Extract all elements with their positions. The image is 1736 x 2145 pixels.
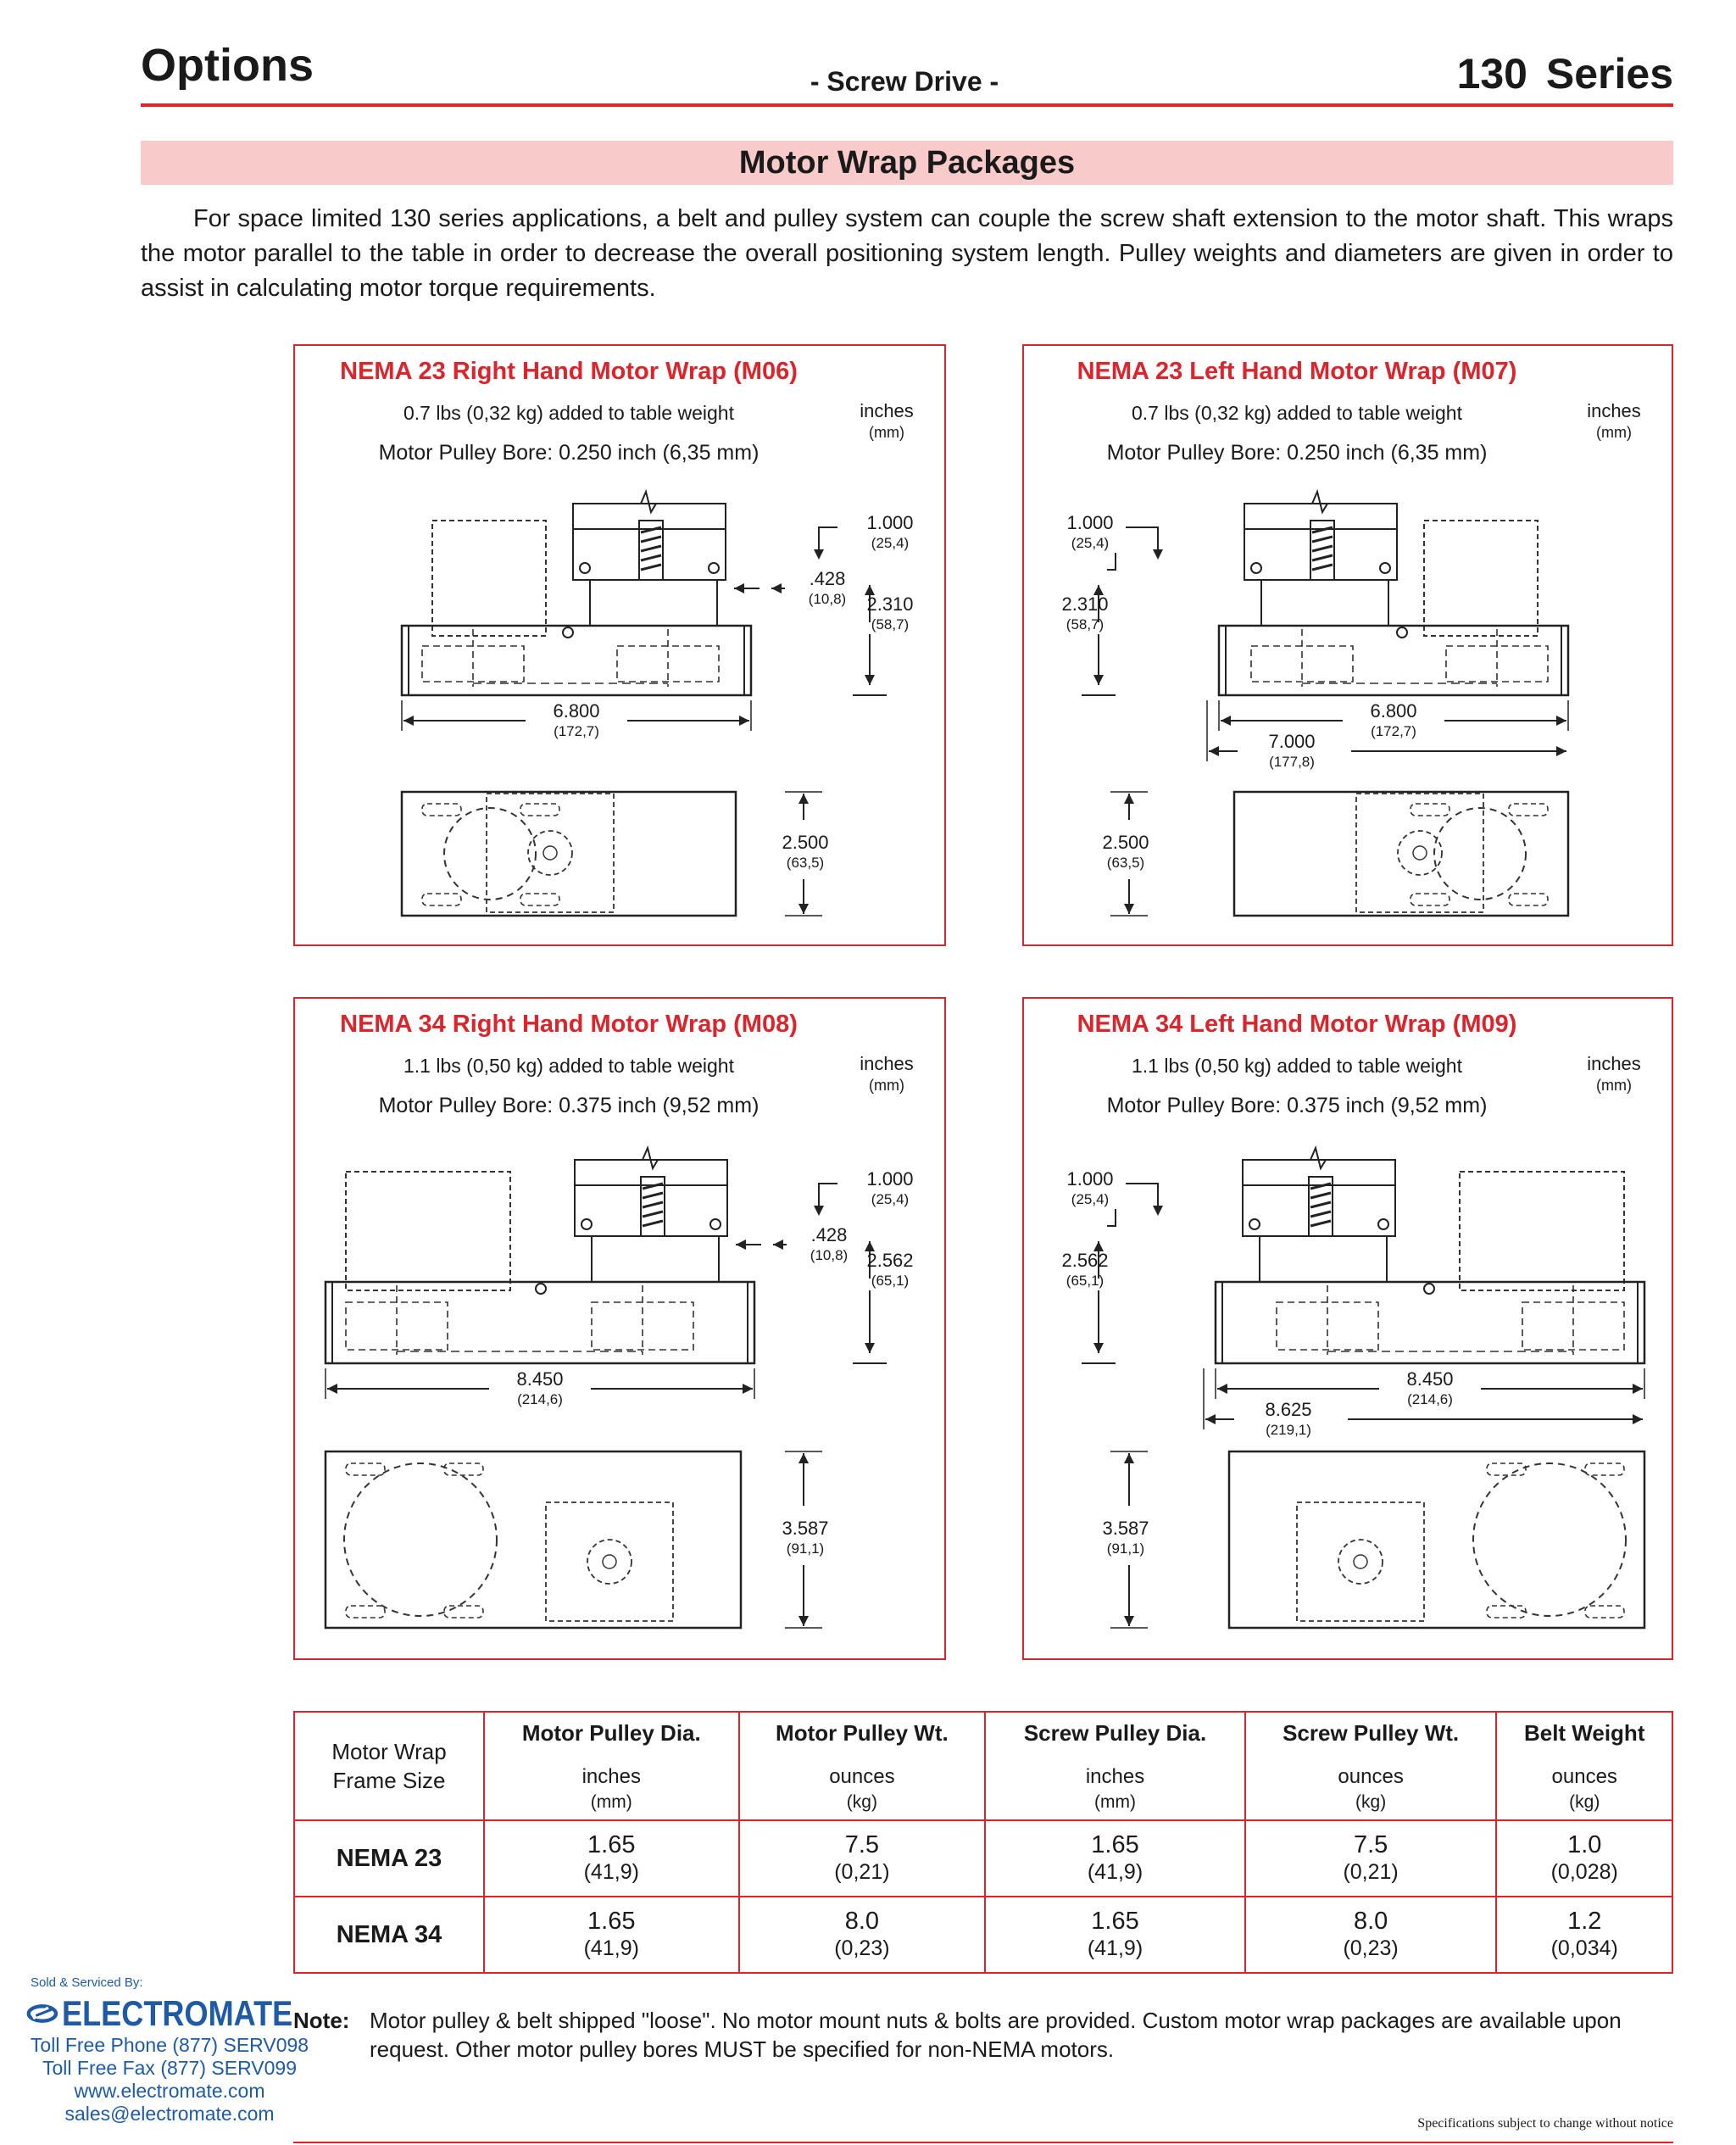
dim-428-label-value: .428 — [809, 568, 846, 589]
dim-1000-label — [1066, 512, 1113, 551]
dim-428-label — [810, 1224, 848, 1263]
dim-length-label-metric: (172,7) — [1371, 723, 1416, 739]
panel-weight: 1.1 lbs (0,50 kg) added to table weight — [403, 1055, 734, 1077]
dim-width-label-value: 2.500 — [1102, 832, 1149, 853]
note-text: Motor pulley & belt shipped "loose". No motor mount nuts & bolts are provided. Custom motor wrap packages are available upon request. Other motor pulley bores MUST be specified for non-NEMA motors. — [370, 2008, 1622, 2062]
units-mm: (mm) — [1596, 424, 1632, 441]
dim-width-label — [782, 832, 828, 871]
dim-height-label — [1061, 1250, 1108, 1289]
panel-weight: 1.1 lbs (0,50 kg) added to table weight — [1132, 1055, 1462, 1077]
frame-size-header — [294, 1712, 484, 1820]
units-inches: inches — [1587, 1053, 1641, 1074]
cell-value: 8.0 — [844, 1908, 880, 1935]
table-cell — [985, 1897, 1245, 1973]
dim-height-label — [866, 1250, 913, 1289]
dim-length-label — [1406, 1368, 1453, 1407]
panel-bore: Motor Pulley Bore: 0.250 inch (6,35 mm) — [378, 441, 760, 465]
dim-height-label — [866, 593, 913, 632]
dim-overall-label — [1268, 731, 1315, 770]
cell-metric: (0,034) — [1550, 1936, 1618, 1960]
cell-metric: (0,23) — [834, 1936, 890, 1960]
dim-1000-label-value: 1.000 — [1066, 512, 1114, 533]
dim-height-label-value: 2.562 — [866, 1250, 914, 1271]
motor-wrap-panel — [1022, 997, 1673, 1660]
header-rule — [141, 103, 1673, 107]
dim-height-label — [1061, 593, 1108, 632]
table-row — [294, 1820, 1672, 1897]
dim-height-label-metric: (65,1) — [1066, 1273, 1104, 1289]
footer-disclaimer: Specifications subject to change without notice — [1417, 2116, 1673, 2131]
dim-428-label-metric: (10,8) — [808, 591, 847, 607]
electromate-swoosh-icon — [25, 1995, 62, 2032]
series-title: 130 Series — [1456, 50, 1673, 98]
technical-drawing — [1024, 346, 1675, 948]
units-inches: inches — [860, 1053, 914, 1074]
dim-width-label-value: 3.587 — [782, 1518, 829, 1539]
motor-wrap-panel — [293, 997, 946, 1660]
column-header: Screw Pulley Wt. ounces (kg) — [1245, 1712, 1497, 1820]
table-cell — [484, 1897, 739, 1973]
footer-rule — [293, 2142, 1673, 2143]
dim-height-label-metric: (65,1) — [871, 1273, 910, 1289]
panel-title: NEMA 23 Left Hand Motor Wrap (M07) — [1077, 358, 1517, 385]
intro-text: For space limited 130 series applications, a belt and pulley system can couple the screw shaft extension to the motor shaft. This wraps the motor parallel to the table in order to decrease the overall positioning system length. Pulley weights and diameters are given in order to assist in calculating motor torque requirements. — [141, 205, 1673, 302]
cell-value: 8.0 — [1353, 1908, 1388, 1935]
units-inches: inches — [860, 400, 914, 421]
cell-metric: (0,21) — [834, 1860, 890, 1884]
cell-metric: (41,9) — [583, 1936, 639, 1960]
panel-bore: Motor Pulley Bore: 0.375 inch (9,52 mm) — [1106, 1094, 1488, 1117]
cell-value: 1.65 — [1091, 1831, 1139, 1858]
motor-wrap-panel — [293, 344, 946, 946]
table-cell — [1496, 1897, 1672, 1973]
dim-1000-label-metric: (25,4) — [871, 1191, 910, 1207]
dim-overall-label — [1265, 1399, 1311, 1438]
dim-length-label-value: 6.800 — [1370, 700, 1417, 722]
dim-1000-label-metric: (25,4) — [871, 535, 910, 551]
cell-metric: (41,9) — [1087, 1860, 1143, 1884]
table-cell — [739, 1820, 986, 1897]
column-header: Belt Weight ounces (kg) — [1496, 1712, 1672, 1820]
column-header: Motor Pulley Wt. ounces (kg) — [739, 1712, 986, 1820]
dim-1000-label-value: 1.000 — [866, 1168, 914, 1190]
panel-title: NEMA 34 Left Hand Motor Wrap (M09) — [1077, 1011, 1517, 1038]
panel-bore: Motor Pulley Bore: 0.375 inch (9,52 mm) — [378, 1094, 760, 1117]
dim-length-label — [553, 700, 599, 739]
technical-drawing — [295, 999, 948, 1662]
units-mm: (mm) — [869, 424, 904, 441]
table-header-row — [294, 1712, 1672, 1820]
frame-size-header-text: Motor Wrap Frame Size — [331, 1739, 447, 1793]
dim-width-label-value: 2.500 — [782, 832, 829, 853]
table-row — [294, 1897, 1672, 1973]
email-link[interactable]: sales@electromate.com — [64, 2103, 275, 2125]
section-title: Options — [141, 40, 314, 91]
panel-title: NEMA 23 Right Hand Motor Wrap (M06) — [340, 358, 798, 385]
toll-free-fax: Toll Free Fax (877) SERV099 — [42, 2057, 297, 2079]
dim-428-label — [809, 568, 846, 607]
table-cell — [1496, 1820, 1672, 1897]
electromate-logo-text: ELECTROMATE — [62, 1993, 293, 2033]
dim-width-label — [782, 1518, 828, 1557]
table-cell — [1245, 1820, 1497, 1897]
dim-overall-label-value: 7.000 — [1268, 731, 1316, 752]
dim-length-label-metric: (214,6) — [517, 1391, 563, 1407]
dim-overall-label-metric: (219,1) — [1266, 1422, 1311, 1438]
dim-height-label-value: 2.310 — [866, 593, 914, 615]
website-link[interactable]: www.electromate.com — [74, 2080, 265, 2102]
dim-1000-label — [866, 512, 913, 551]
cell-value: 1.65 — [587, 1908, 636, 1935]
units-mm: (mm) — [869, 1077, 904, 1094]
cell-value: 7.5 — [1353, 1831, 1388, 1858]
toll-free-phone: Toll Free Phone (877) SERV098 — [30, 2034, 309, 2056]
cell-metric: (0,028) — [1550, 1860, 1618, 1884]
dim-length-label-value: 8.450 — [516, 1368, 564, 1390]
panel-weight: 0.7 lbs (0,32 kg) added to table weight — [403, 402, 734, 424]
panel-bore: Motor Pulley Bore: 0.250 inch (6,35 mm) — [1106, 441, 1488, 465]
column-header: Screw Pulley Dia. inches (mm) — [985, 1712, 1245, 1820]
intro-paragraph — [141, 202, 1673, 306]
table-cell — [484, 1820, 739, 1897]
dim-width-label-metric: (63,5) — [1106, 855, 1145, 871]
dim-height-label-metric: (58,7) — [1066, 616, 1104, 632]
technical-drawing — [1024, 999, 1675, 1662]
dim-1000-label-value: 1.000 — [1066, 1168, 1114, 1190]
motor-wrap-drawing — [1082, 1148, 1644, 1628]
cell-value: 1.0 — [1567, 1831, 1602, 1858]
table-cell — [1245, 1897, 1497, 1973]
dim-overall-label-value: 8.625 — [1265, 1399, 1312, 1420]
dim-height-label-metric: (58,7) — [871, 616, 910, 632]
dim-1000-label — [1066, 1168, 1113, 1207]
cell-metric: (0,21) — [1343, 1860, 1399, 1884]
dim-428-label-value: .428 — [810, 1224, 848, 1245]
dim-length-label — [1370, 700, 1416, 739]
dim-1000-label — [866, 1168, 913, 1207]
dim-1000-label-metric: (25,4) — [1071, 535, 1110, 551]
dim-overall-label-metric: (177,8) — [1269, 754, 1315, 770]
dim-length-label-value: 8.450 — [1406, 1368, 1454, 1390]
units-inches: inches — [1587, 400, 1641, 421]
pulley-spec-table — [293, 1711, 1673, 1974]
dim-width-label-metric: (91,1) — [1106, 1540, 1145, 1557]
cell-value: 1.2 — [1567, 1908, 1602, 1935]
section-band: Motor Wrap Packages — [141, 141, 1673, 185]
dim-1000-label-value: 1.000 — [866, 512, 914, 533]
table-cell — [985, 1820, 1245, 1897]
dim-length-label-metric: (214,6) — [1407, 1391, 1453, 1407]
dim-1000-label-metric: (25,4) — [1071, 1191, 1110, 1207]
frame-size-cell: NEMA 34 — [294, 1897, 484, 1973]
dim-width-label-metric: (91,1) — [786, 1540, 825, 1557]
units-mm: (mm) — [1596, 1077, 1632, 1094]
dim-height-label-value: 2.310 — [1061, 593, 1109, 615]
page-subtitle: - Screw Drive - — [810, 66, 999, 97]
note-label: Note: — [293, 2008, 350, 2033]
panel-title: NEMA 34 Right Hand Motor Wrap (M08) — [340, 1011, 798, 1038]
cell-value: 7.5 — [844, 1831, 880, 1858]
panel-weight: 0.7 lbs (0,32 kg) added to table weight — [1132, 402, 1462, 424]
motor-wrap-drawing — [1082, 492, 1568, 916]
cell-value: 1.65 — [587, 1831, 636, 1858]
dim-length-label-metric: (172,7) — [554, 723, 599, 739]
cell-value: 1.65 — [1091, 1908, 1139, 1935]
dim-length-label-value: 6.800 — [553, 700, 600, 722]
dim-width-label — [1102, 1518, 1149, 1557]
table-cell — [739, 1897, 986, 1973]
dim-width-label-value: 3.587 — [1102, 1518, 1149, 1539]
distributor-logo-block — [25, 1975, 331, 2126]
cell-metric: (41,9) — [583, 1860, 639, 1884]
dim-width-label — [1102, 832, 1149, 871]
dim-428-label-metric: (10,8) — [810, 1247, 849, 1263]
dim-width-label-metric: (63,5) — [786, 855, 825, 871]
column-header: Motor Pulley Dia. inches (mm) — [484, 1712, 739, 1820]
dim-height-label-value: 2.562 — [1061, 1250, 1109, 1271]
sold-by-label: Sold & Serviced By: — [31, 1975, 143, 1990]
frame-size-cell: NEMA 23 — [294, 1820, 484, 1897]
dim-length-label — [516, 1368, 563, 1407]
motor-wrap-panel — [1022, 344, 1673, 946]
cell-metric: (41,9) — [1087, 1936, 1143, 1960]
cell-metric: (0,23) — [1343, 1936, 1399, 1960]
technical-drawing — [295, 346, 948, 948]
